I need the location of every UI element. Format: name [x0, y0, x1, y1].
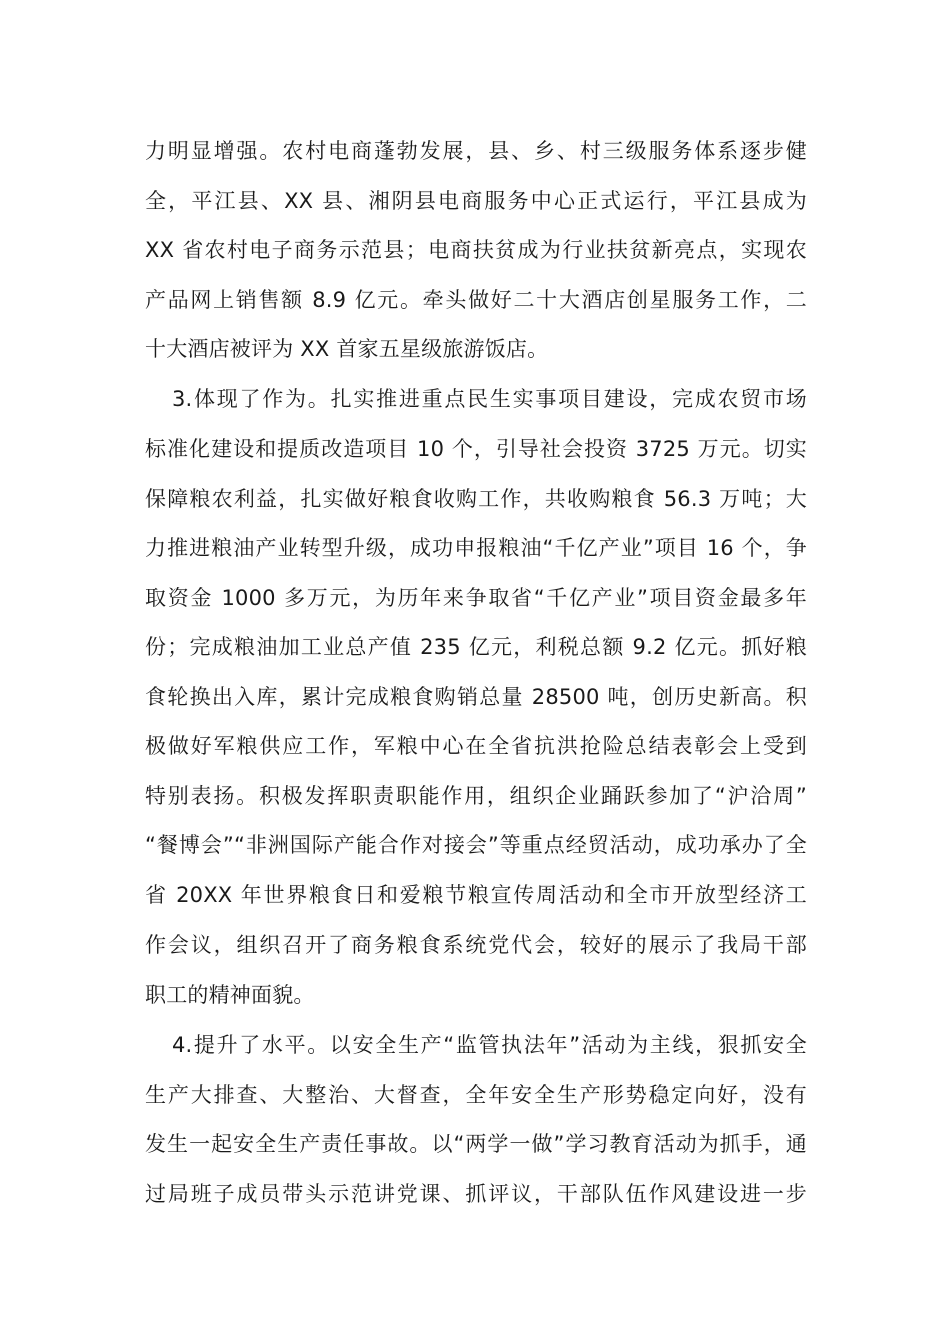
text-line: 特别表扬。积极发挥职责职能作用，组织企业踊跃参加了“沪洽周”: [145, 784, 807, 808]
text-line: 标准化建设和提质改造项目 10 个，引导社会投资 3725 万元。切实: [145, 437, 807, 461]
text-line: 极做好军粮供应工作，军粮中心在全省抗洪抢险总结表彰会上受到: [145, 734, 807, 758]
text-line: 取资金 1000 多万元，为历年来争取省“千亿产业”项目资金最多年: [145, 586, 807, 610]
text-line: 力明显增强。农村电商蓬勃发展，县、乡、村三级服务体系逐步健: [145, 139, 807, 163]
text-line: 过局班子成员带头示范讲党课、抓评议，干部队伍作风建设进一步: [145, 1182, 807, 1206]
text-line: 职工的精神面貌。: [145, 983, 315, 1007]
text-line: 力推进粮油产业转型升级，成功申报粮油“千亿产业”项目 16 个，争: [145, 536, 807, 560]
text-line: 食轮换出入库，累计完成粮食购销总量 28500 吨，创历史新高。积: [145, 685, 807, 709]
text-line: 产品网上销售额 8.9 亿元。牵头做好二十大酒店创星服务工作，二: [145, 288, 807, 312]
text-line: 保障粮农利益，扎实做好粮食收购工作，共收购粮食 56.3 万吨；大: [145, 487, 807, 511]
text-line: 份；完成粮油加工业总产值 235 亿元，利税总额 9.2 亿元。抓好粮: [145, 635, 807, 659]
text-line: 发生一起安全生产责任事故。以“两学一做”学习教育活动为抓手，通: [145, 1132, 807, 1156]
text-line: 全，平江县、XX 县、湘阴县电商服务中心正式运行，平江县成为: [145, 189, 807, 213]
text-line: “餐博会”“非洲国际产能合作对接会”等重点经贸活动，成功承办了全: [145, 833, 807, 857]
text-line: 十大酒店被评为 XX 首家五星级旅游饭店。: [145, 337, 549, 361]
paragraph-heading-line: 3.体现了作为。扎实推进重点民生实事项目建设，完成农贸市场: [172, 387, 807, 411]
text-line: 作会议，组织召开了商务粮食系统党代会，较好的展示了我局干部: [145, 933, 807, 957]
text-line: XX 省农村电子商务示范县；电商扶贫成为行业扶贫新亮点，实现农: [145, 238, 807, 262]
text-line: 省 20XX 年世界粮食日和爱粮节粮宣传周活动和全市开放型经济工: [145, 883, 807, 907]
text-line: 生产大排查、大整治、大督查，全年安全生产形势稳定向好，没有: [145, 1083, 807, 1107]
paragraph-heading-line: 4.提升了水平。以安全生产“监管执法年”活动为主线，狠抓安全: [172, 1033, 807, 1057]
